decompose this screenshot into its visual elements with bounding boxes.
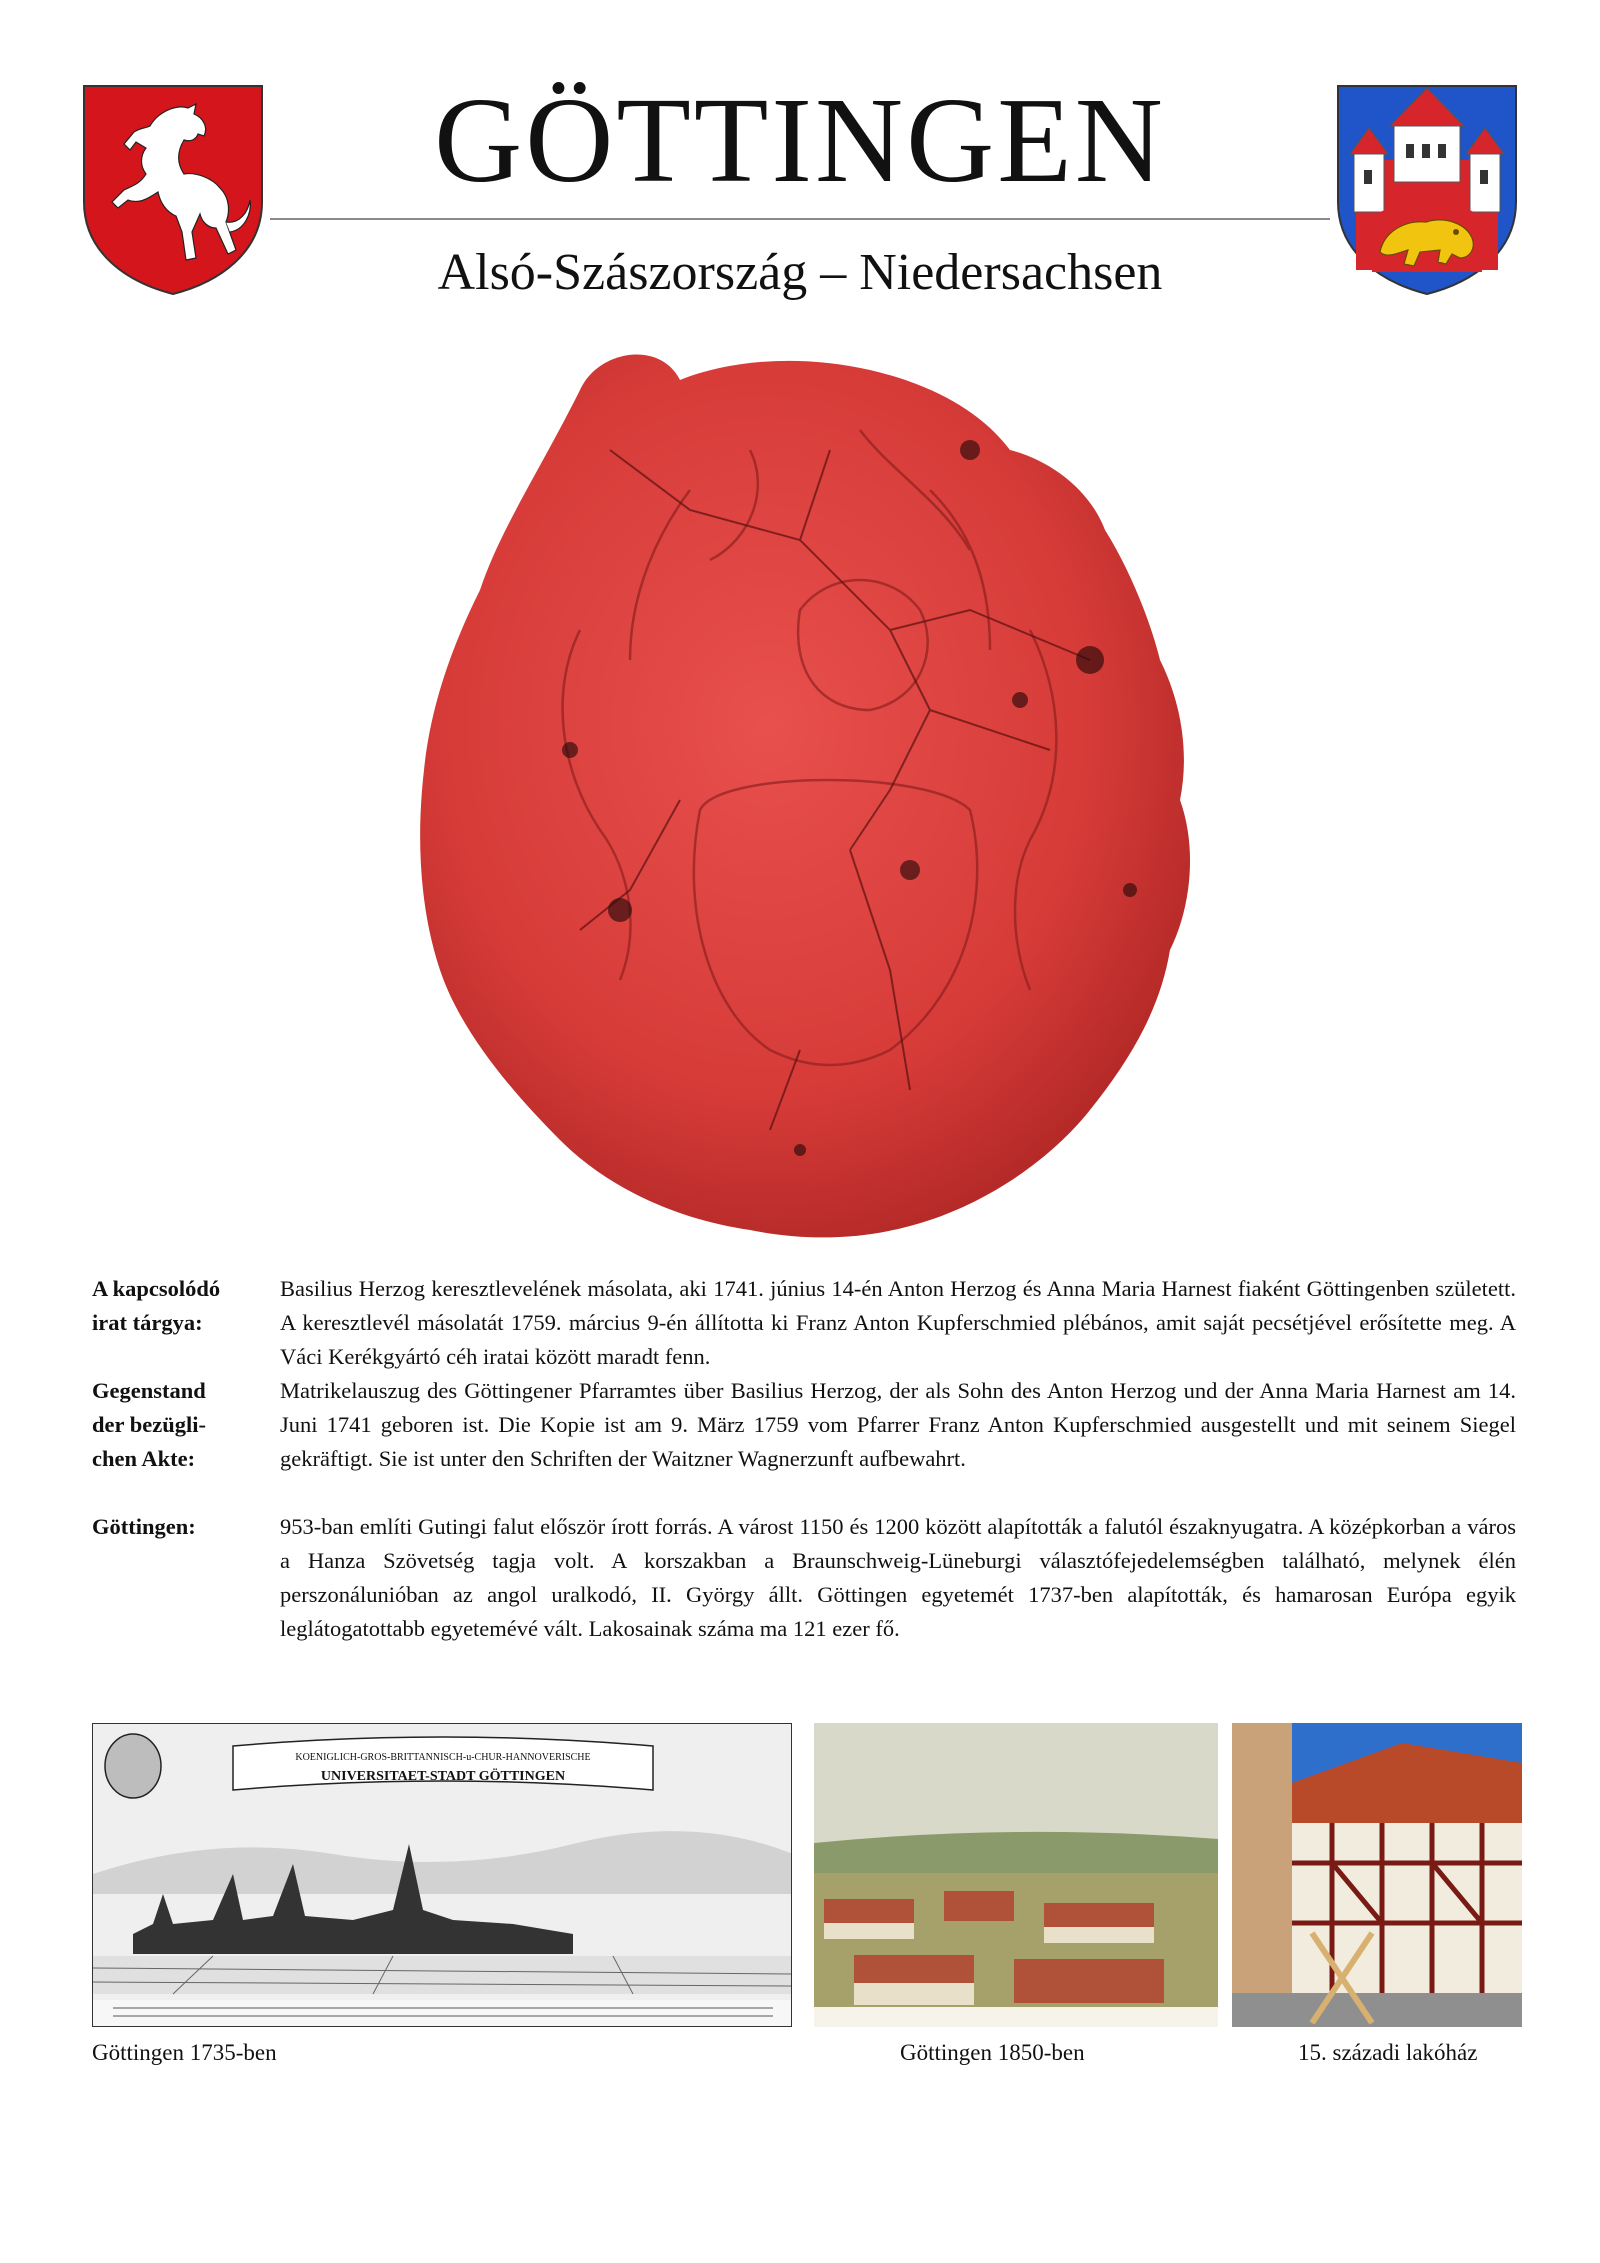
section-text-kapcsolodo: Basilius Herzog keresztlevelének másolata, aki 1741. június 14-én Anton Herzog és Anna Maria Harnest fiaként Göttingenben született. A keresztlevél másolatát 1759. március 9-én állította ki Franz Anton Kupferschmied plébános, amit saját pecsétjével erősítette meg. A Váci Kerékgyártó céh iratai között maradt fenn. (280, 1276, 1516, 1369)
section-label-goettingen: Göttingen: (92, 1514, 196, 1539)
section-text-gegenstand: Matrikelauszug des Göttingener Pfarramtes über Basilius Herzog, der als Sohn des Anton Herzog und der Anna Maria Harnest am 14. Juni 1741 geboren ist. Die Kopie ist am 9. März 1759 vom Pfarrer Franz Anton Kupferschmied ausgestellt und mit seinem Siegel gekräftigt. Sie ist unter den Schriften der Waitzner Wagnerzunft aufbewahrt. (280, 1378, 1516, 1471)
page-subtitle: Alsó-Szászország – Niedersachsen (437, 244, 1163, 301)
section-text-goettingen: 953-ban említi Gutingi falut először írott forrás. A várost 1150 és 1200 között alapították a falutól északnyugatra. A középkorban a város a Hanza Szövetség tagja volt. A korszakban a Braunschweig-Lüneburgi választófejedelemségben található, melynek élén perszonálunióban az angol uralkodó, II. György állt. Göttingen egyetemét 1737-ben alapították, és hamarosan Európa egyik leglátogatottabb egyetemévé vált. Lakosainak száma ma 121 ezer fő. (280, 1514, 1516, 1641)
page-title: GÖTTINGEN (434, 73, 1166, 208)
header-divider (270, 218, 1330, 220)
15th-century-house-photo (1232, 1723, 1522, 2027)
caption-1850: Göttingen 1850-ben (900, 2040, 1085, 2065)
engraving-heading-line1: KOENIGLICH-GROS-BRITTANNISCH-u-CHUR-HANNOVERISCHE (295, 1752, 591, 1763)
section-label-kapcsolodo: A kapcsolódó irat tárgya: (92, 1276, 221, 1335)
wax-seal-image (330, 330, 1270, 1260)
section-label-gegenstand: Gegenstand der bezügli- chen Akte: (92, 1378, 206, 1471)
lower-saxony-crest (80, 82, 266, 298)
caption-house: 15. századi lakóház (1298, 2040, 1478, 2065)
goettingen-crest (1334, 82, 1520, 298)
caption-1735: Göttingen 1735-ben (92, 2040, 277, 2065)
goettingen-1850-painting (814, 1723, 1218, 2027)
engraving-heading-line2: UNIVERSITAET-STADT GÖTTINGEN (320, 1769, 566, 1784)
goettingen-1735-engraving (92, 1723, 792, 2027)
